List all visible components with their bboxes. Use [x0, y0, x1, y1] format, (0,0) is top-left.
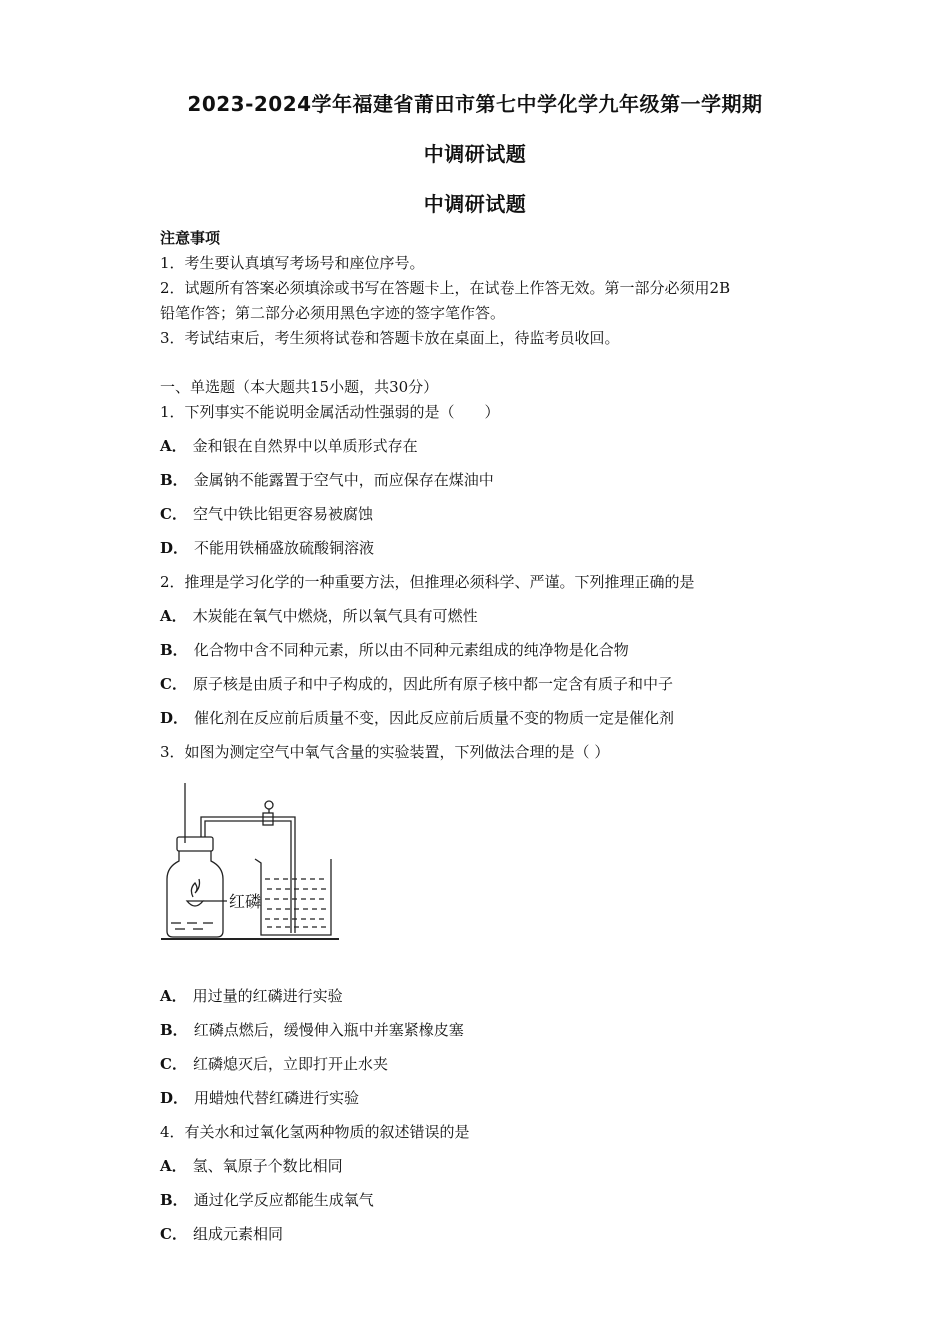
option-letter: B．: [160, 641, 188, 659]
option-letter: C．: [160, 1225, 187, 1243]
question-1-option-a: [160, 435, 418, 456]
option-text: 氢、氧原子个数比相同: [192, 1157, 343, 1175]
question-stem-3: 3．如图为测定空气中氧气含量的实验装置，下列做法合理的是（ ）: [160, 743, 610, 761]
option-letter: A．: [160, 987, 187, 1005]
option-text: 红磷熄灭后，立即打开止水夹: [192, 1055, 388, 1073]
option-text: 通过化学反应都能生成氧气: [193, 1191, 374, 1209]
option-letter: A．: [160, 437, 187, 455]
section-heading: 一、单选题（本大题共15小题，共30分）: [160, 378, 439, 396]
page-title-line-2: 中调研试题: [423, 142, 527, 166]
question-4-option-c: [160, 1223, 283, 1244]
option-letter: A．: [160, 607, 187, 625]
apparatus-diagram: [155, 775, 355, 945]
option-letter: C．: [160, 1055, 187, 1073]
option-letter: D．: [160, 709, 189, 727]
option-text: 不能用铁桶盛放硫酸铜溶液: [194, 539, 375, 557]
question-4-option-a: [160, 1155, 343, 1176]
question-1-option-b: [160, 469, 494, 490]
notice-item: 1．考生要认真填写考场号和座位序号。: [160, 254, 425, 272]
option-text: 原子核是由质子和中子构成的，因此所有原子核中都一定含有质子和中子: [192, 675, 673, 693]
option-text: 金属钠不能露置于空气中，而应保存在煤油中: [193, 471, 494, 489]
page-title-line-3: 中调研试题: [423, 192, 527, 216]
question-stem-4: 4．有关水和过氧化氢两种物质的叙述错误的是: [160, 1123, 470, 1141]
option-letter: B．: [160, 471, 188, 489]
question-2-option-d: [160, 707, 674, 728]
question-2-option-a: [160, 605, 478, 626]
question-2-option-c: [160, 673, 673, 694]
option-text: 用过量的红磷进行实验: [192, 987, 343, 1005]
combustion-spoon: [187, 901, 203, 906]
question-stem-2: 2．推理是学习化学的一种重要方法，但推理必须科学、严谨。下列推理正确的是: [160, 573, 695, 591]
option-text: 化合物中含不同种元素，所以由不同种元素组成的纯净物是化合物: [193, 641, 629, 659]
option-text: 催化剂在反应前后质量不变，因此反应前后质量不变的物质一定是催化剂: [194, 709, 675, 727]
flame: [191, 879, 199, 897]
question-3-option-c: [160, 1053, 388, 1074]
gas-bottle: [167, 851, 223, 937]
option-letter: B．: [160, 1191, 188, 1209]
question-4-option-b: [160, 1189, 374, 1210]
option-text: 红磷点燃后，缓慢伸入瓶中并塞紧橡皮塞: [193, 1021, 464, 1039]
connecting-tube: [201, 817, 295, 933]
notice-item: 3．考试结束后，考生须将试卷和答题卡放在桌面上，待监考员收回。: [160, 329, 620, 347]
option-text: 空气中铁比铝更容易被腐蚀: [192, 505, 373, 523]
page-title-line-1: 2023-2024学年福建省莆田市第七中学化学九年级第一学期期: [187, 92, 763, 116]
option-text: 金和银在自然界中以单质形式存在: [192, 437, 418, 455]
water-clamp: [263, 813, 273, 825]
option-letter: D．: [160, 539, 189, 557]
question-3-option-d: [160, 1087, 359, 1108]
notice-item: 铅笔作答；第二部分必须用黑色字迹的签字笔作答。: [160, 304, 506, 322]
question-stem-1: 1．下列事实不能说明金属活动性强弱的是（ ）: [160, 403, 500, 421]
notice-item: 2．试题所有答案必须填涂或书写在答题卡上，在试卷上作答无效。第一部分必须用2B: [160, 279, 731, 297]
beaker: [255, 859, 331, 935]
notice-heading: 注意事项: [160, 229, 221, 247]
rubber-stopper: [177, 837, 213, 851]
question-2-option-b: [160, 639, 629, 660]
question-3-option-b: [160, 1019, 464, 1040]
red-phosphorus-label: 红磷: [229, 892, 262, 911]
question-3-option-a: [160, 985, 343, 1006]
question-1-option-c: [160, 503, 373, 524]
option-letter: B．: [160, 1021, 188, 1039]
option-letter: C．: [160, 675, 187, 693]
option-text: 组成元素相同: [192, 1225, 283, 1243]
option-letter: C．: [160, 505, 187, 523]
question-1-option-d: [160, 537, 374, 558]
option-letter: D．: [160, 1089, 189, 1107]
option-text: 木炭能在氧气中燃烧，所以氧气具有可燃性: [192, 607, 478, 625]
option-letter: A．: [160, 1157, 187, 1175]
experiment-apparatus-figure: [155, 775, 355, 949]
option-text: 用蜡烛代替红磷进行实验: [194, 1089, 360, 1107]
